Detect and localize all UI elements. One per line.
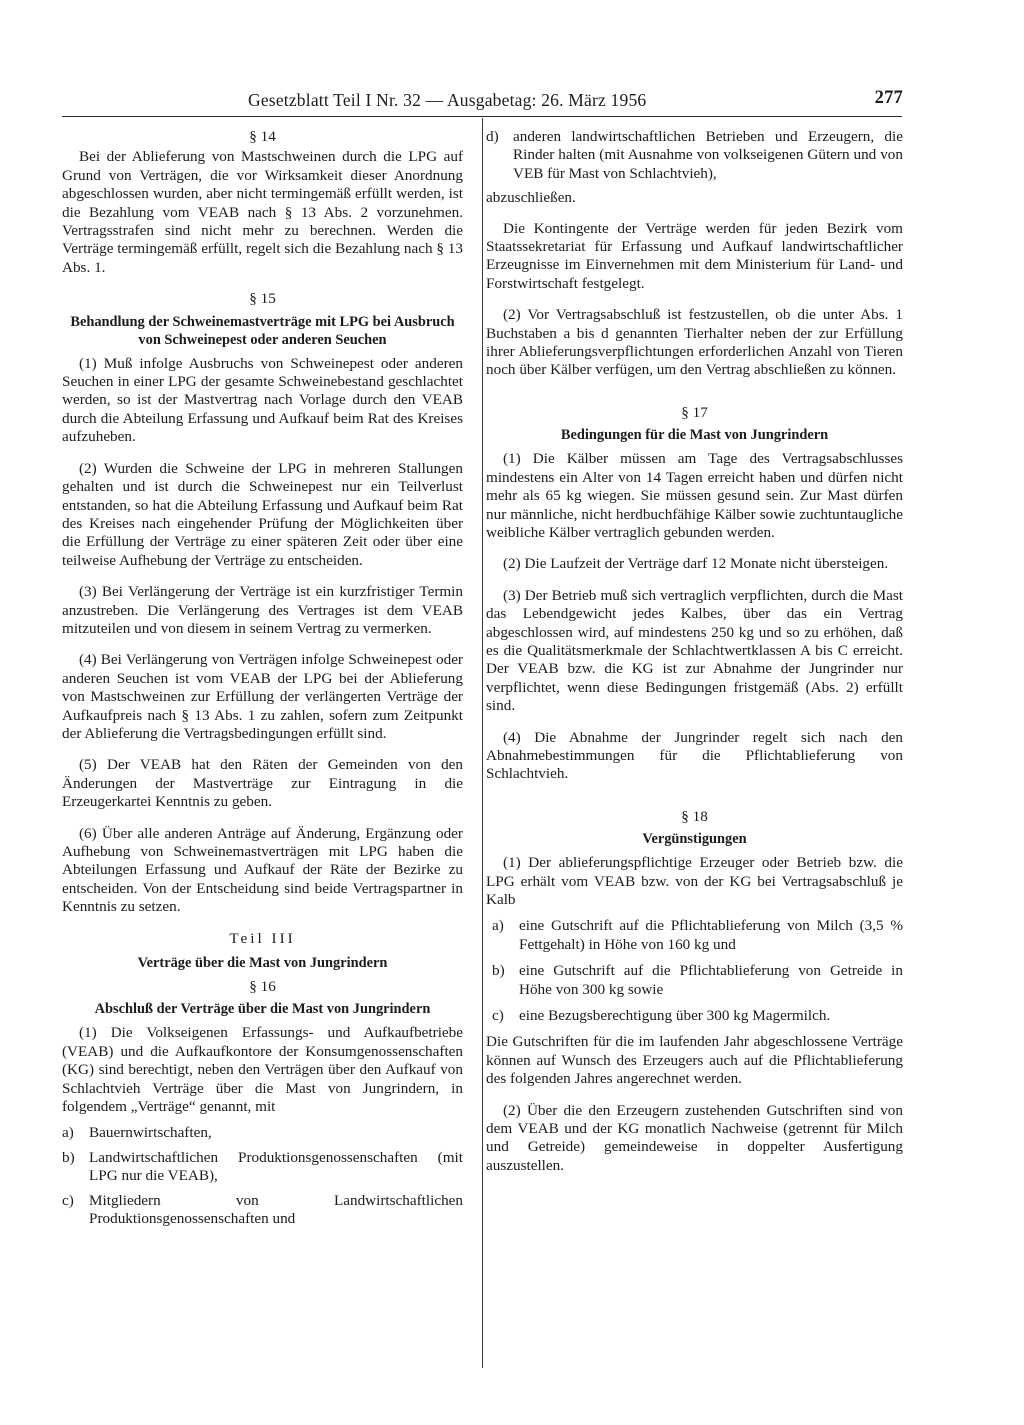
- section-17-para-3: (3) Der Betrieb muß sich vertraglich verpflichten, durch die Mast das Lebendgewicht jedes Kalbes, über das ein Vertrag abgeschlossen wird, auf mindestens 250 kg und so zu erhöhen, daß es die Qualitätsmerkmale der Schlachtwertklassen A bis C erreicht. Der VEAB bzw. die KG ist zur Abnahme der Jungrinder nur verpflichtet, wenn diese Bedingungen fristgemäß (Abs. 2) erfüllt sind.: [486, 586, 903, 715]
- section-15-para-1: (1) Muß infolge Ausbruchs von Schweinepest oder anderen Seuchen in einer LPG der gesamte Schweinebestand geschlachtet werden, so ist der Mastvertrag nach Vorlage durch den VEAB durch die Abteilung Erfassung und Aufkauf beim Rat des Kreises aufzuheben.: [62, 354, 463, 446]
- part-heading: Teil III: [229, 929, 296, 947]
- list-item-label: a): [62, 1124, 74, 1142]
- section-16-para-2: (2) Vor Vertragsabschluß ist festzustellen, ob die unter Abs. 1 Buchstaben a bis d genannten Tierhalter neben der zur Erfüllung ihrer Ablieferungsverpflichtungen erforderlichen Anzahl von Tieren noch über Kälber verfügen, um den Vertrag abschließen zu können.: [486, 306, 903, 379]
- list-item-text: Landwirtschaftlichen Produktionsgenossenschaften (mit LPG nur die VEAB),: [89, 1148, 463, 1185]
- list-item: [62, 1192, 463, 1229]
- list-item: [486, 917, 903, 954]
- list-item: [486, 1007, 903, 1025]
- credits-paragraph: Die Gutschriften für die im laufenden Jahr abgeschlossene Verträge können auf Wunsch des Erzeugers auch auf die Pflichtablieferung des folgenden Jahres angerechnet werden.: [486, 1033, 903, 1088]
- list-item-text: eine Gutschrift auf die Pflichtablieferung von Milch (3,5 % Fettgehalt) in Höhe von 160 kg und: [519, 917, 903, 953]
- section-18-title: Vergünstigungen: [642, 831, 747, 848]
- list-item-text: Bauernwirtschaften,: [89, 1124, 212, 1142]
- section-16-title: Abschluß der Verträge über die Mast von Jungrindern: [94, 1001, 431, 1018]
- section-18-para-2: (2) Über die den Erzeugern zustehenden Gutschriften sind von dem VEAB und der KG monatlich Nachweise (getrennt für Milch und Getreide) gemeindeweise in doppelter Ausfertigung auszustellen.: [486, 1101, 903, 1174]
- section-17-heading: § 17: [681, 403, 708, 421]
- list-item-label: a): [492, 917, 504, 935]
- section-16-heading: § 16: [249, 978, 276, 996]
- section-15-heading: § 15: [249, 290, 276, 308]
- section-15-para-6: (6) Über alle anderen Anträge auf Änderung, Ergänzung oder Aufhebung von Schweinemastverträgen mit LPG haben die Abteilungen Erfassung und Aufkauf der Räte der Bezirke zu entscheiden. Von der Entscheidung sind beide Vertragspartner in Kenntnis zu setzen.: [62, 824, 463, 916]
- section-15-title: Behandlung der Schweinemastverträge mit LPG bei Ausbruch von Schweinepest oder anderen Seuchen: [70, 313, 455, 348]
- header-title: Gesetzblatt Teil I Nr. 32 — Ausgabetag: 26. März 1956: [248, 90, 647, 110]
- section-14-heading: § 14: [249, 128, 276, 145]
- section-17-para-4: (4) Die Abnahme der Jungrinder regelt sich nach den Abnahmebestimmungen für die Pflichtablieferung von Schlachtvieh.: [486, 728, 903, 783]
- section-17-title: Bedingungen für die Mast von Jungrindern: [560, 427, 829, 444]
- list-item-text: eine Bezugsberechtigung über 300 kg Magermilch.: [519, 1007, 831, 1025]
- section-15-para-4: (4) Bei Verlängerung von Verträgen infolge Schweinepest oder anderen Seuchen ist vom VEAB der LPG bei der Ablieferung von Mastschweinen zur Erfüllung der verlängerten Verträge der Aufkaufpreis nach § 13 Abs. 1 zu zahlen, sofern zum Zeitpunkt der Ablieferung die Vertragsbedingungen erfüllt sind.: [62, 651, 463, 742]
- list-item-label: c): [62, 1191, 74, 1209]
- section-15-para-2: (2) Wurden die Schweine der LPG in mehreren Stallungen gehalten und ist durch die Schweinepest nur ein Teilverlust entstanden, so hat die Abteilung Erfassung und Aufkauf beim Rat des Kreises nach eingehender Prüfung der Möglichkeiten über die Erfüllung der Verträge zu einer späteren Zeit oder über eine teilweise Aufhebung der Verträge zu entscheiden.: [62, 459, 463, 569]
- section-17-para-2: (2) Die Laufzeit der Verträge darf 12 Monate nicht übersteigen.: [503, 555, 889, 573]
- section-18-heading: § 18: [681, 807, 708, 825]
- part-title: Verträge über die Mast von Jungrindern: [137, 955, 388, 972]
- header-rule: [62, 116, 902, 117]
- section-15-para-5: (5) Der VEAB hat den Räten der Gemeinden von den Änderungen der Mastverträge zur Eintragung in die Erzeugerkartei Kenntnis zu geben.: [62, 756, 463, 811]
- contingent-paragraph: Die Kontingente der Verträge werden für jeden Bezirk vom Staatssekretariat für Erfassung und Aufkauf landwirtschaftlicher Erzeugnisse im Einvernehmen mit dem Ministerium für Land- und Forstwirtschaft festgelegt.: [486, 219, 903, 292]
- list-item-text: anderen landwirtschaftlichen Betrieben und Erzeugern, die Rinder halten (mit Ausnahme von volkseigenen Gütern und von VEB für Mast von Schlachtvieh),: [513, 128, 903, 182]
- list-item-text: Mitgliedern von Landwirtschaftlichen Produktionsgenossenschaften und: [89, 1191, 463, 1228]
- page-header: [248, 88, 903, 114]
- list-item-label: d): [486, 128, 499, 145]
- list-item: [62, 1124, 463, 1142]
- right-column: [486, 128, 903, 1188]
- section-15-para-3: (3) Bei Verlängerung der Verträge ist ein kurzfristiger Termin anzustreben. Die Verlängerung des Vertrages ist dem VEAB mitzuteilen und von diesem in seinem Vertrag zu vermerken.: [62, 583, 463, 637]
- list-item-text: eine Gutschrift auf die Pflichtablieferung von Getreide in Höhe von 300 kg sowie: [519, 962, 903, 998]
- section-18-para-1: (1) Der ablieferungspflichtige Erzeuger oder Betrieb bzw. die LPG erhält vom VEAB bzw. von der KG bei Vertragsabschluß je Kalb: [486, 854, 903, 908]
- column-divider: [482, 118, 483, 1368]
- section-14-paragraph: Bei der Ablieferung von Mastschweinen durch die LPG auf Grund von Verträgen, die vor Wirksamkeit dieser Anordnung abgeschlossen wurden, aber nicht termingemäß erfüllt werden, ist die Bezahlung vom VEAB nach § 13 Abs. 2 vorzunehmen. Vertragsstrafen sind nicht mehr zu berechnen. Werden die Verträge termingemäß erfüllt, regelt sich die Bezahlung nach § 13 Abs. 1.: [62, 148, 463, 276]
- list-item-label: b): [492, 962, 505, 980]
- closing-word: abzuschließen.: [486, 189, 576, 207]
- section-16-para-1: (1) Die Volkseigenen Erfassungs- und Aufkaufbetriebe (VEAB) und die Aufkaufkontore der Konsumgenossenschaften (KG) sind berechtigt, neben den Verträgen über den Aufkauf von Schlachtvieh Verträge über die Mast von Jungrindern, in folgendem „Verträge“ genannt, mit: [62, 1024, 463, 1116]
- left-column: [62, 128, 463, 1235]
- page-number: 277: [874, 88, 903, 108]
- list-item: [486, 128, 903, 183]
- list-item-label: c): [492, 1007, 504, 1025]
- section-17-para-1: (1) Die Kälber müssen am Tage des Vertragsabschlusses mindestens ein Alter von 14 Tagen erreicht haben und dürfen nicht mehr als 65 kg wiegen. Sie müssen gesund sein. Zur Mast dürfen nur männliche, nicht herdbuchfähige Kälber sowie zuchtuntaugliche weibliche Kälber vertraglich gebunden werden.: [486, 450, 903, 541]
- list-item: [486, 962, 903, 999]
- list-item: [62, 1149, 463, 1186]
- list-item-label: b): [62, 1148, 75, 1166]
